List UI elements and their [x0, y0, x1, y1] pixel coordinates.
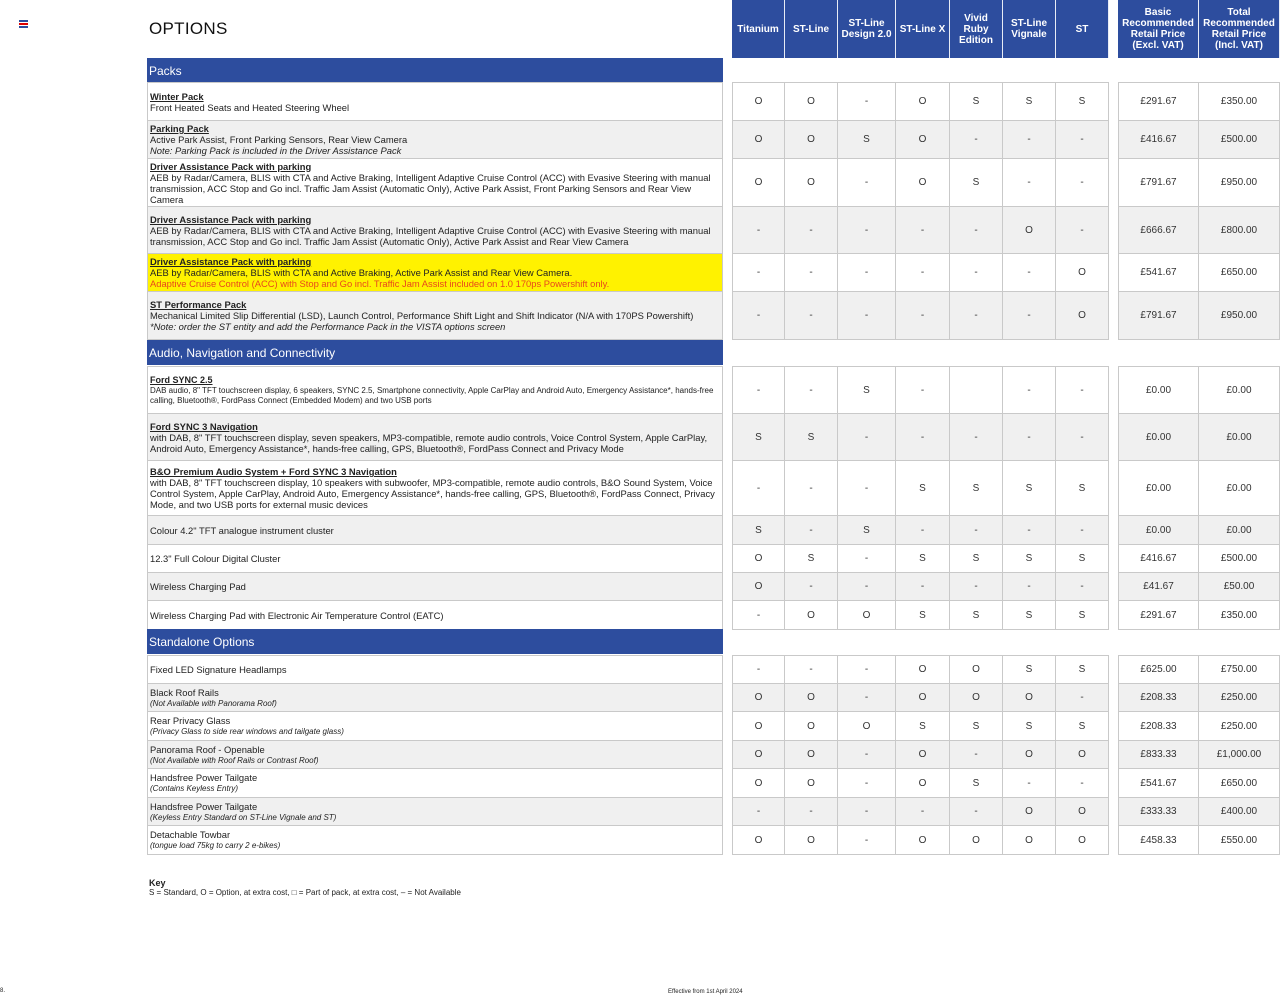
availability-cell: O — [896, 82, 950, 121]
availability-cell: S — [950, 159, 1003, 207]
option-row — [147, 366, 723, 414]
availability-cell: O — [732, 121, 785, 159]
availability-cell: S — [1056, 712, 1109, 741]
availability-cell: - — [785, 573, 838, 601]
availability-cell: O — [785, 712, 838, 741]
availability-cell: O — [1003, 798, 1056, 826]
column-header: Titanium — [732, 0, 785, 58]
option-row — [147, 741, 723, 769]
availability-cell: S — [1003, 82, 1056, 121]
availability-cell: - — [785, 207, 838, 254]
availability-cell: O — [896, 769, 950, 798]
option-description: with DAB, 8" TFT touchscreen display, seven speakers, MP3-compatible, remote audio controls, Voice Control System, Apple CarPlay, Android Auto, Emergency Assistance*, hands-free calling, GPS, Bluetooth®, FordPass Connect and Privacy Mode — [150, 431, 708, 454]
price-cell: £500.00 — [1199, 545, 1280, 573]
availability-cell: - — [1003, 414, 1056, 461]
option-warning: Adaptive Cruise Control (ACC) with Stop and Go incl. Traffic Jam Assist included on 1.0 170ps Powershift only. — [150, 278, 610, 289]
availability-cell: S — [1003, 655, 1056, 684]
price-cell: £50.00 — [1199, 573, 1280, 601]
price-cell: £950.00 — [1199, 159, 1280, 207]
availability-cell: O — [785, 82, 838, 121]
availability-cell: - — [896, 798, 950, 826]
availability-cell: S — [1056, 82, 1109, 121]
option-title: Wireless Charging Pad with Electronic Air Temperature Control (EATC) — [150, 609, 444, 621]
availability-cell: - — [950, 798, 1003, 826]
availability-cell: S — [1003, 712, 1056, 741]
option-title: Winter Pack — [150, 90, 204, 102]
availability-cell: S — [1056, 655, 1109, 684]
availability-cell: S — [838, 366, 896, 414]
availability-cell: - — [838, 655, 896, 684]
option-note: (tongue load 75kg to carry 2 e-bikes) — [150, 841, 281, 850]
availability-cell: - — [838, 207, 896, 254]
option-note: (Not Available with Roof Rails or Contrast Roof) — [150, 755, 319, 765]
option-description: Mechanical Limited Slip Differential (LSD), Launch Control, Performance Shift Light and Shift Indicator (N/A with 170PS Powershift) — [150, 310, 694, 321]
price-cell: £650.00 — [1199, 769, 1280, 798]
price-cell: £333.33 — [1118, 798, 1199, 826]
availability-cell: O — [1056, 798, 1109, 826]
option-title: Handsfree Power Tailgate — [150, 800, 258, 812]
option-row — [147, 573, 723, 601]
price-cell: £750.00 — [1199, 655, 1280, 684]
option-description: with DAB, 8" TFT touchscreen display, 10 speakers with subwoofer, MP3-compatible, remote audio controls, B&O Sound System, Voice Control System, Apple CarPlay, Android Auto, Emergency Assistance*, hands-free calling, GPS, Bluetooth®, FordPass Connect, Privacy Mode, and two USB ports for external music devices — [150, 477, 715, 510]
availability-cell: - — [838, 741, 896, 769]
option-title: ST Performance Pack — [150, 299, 247, 310]
availability-cell: O — [1056, 254, 1109, 292]
availability-cell: - — [838, 573, 896, 601]
option-row — [147, 798, 723, 826]
availability-cell: - — [950, 292, 1003, 340]
availability-cell — [950, 366, 1003, 414]
availability-cell: S — [838, 516, 896, 545]
availability-cell: - — [785, 798, 838, 826]
price-cell: £250.00 — [1199, 684, 1280, 712]
availability-cell: - — [1003, 159, 1056, 207]
price-cell: £291.67 — [1118, 82, 1199, 121]
column-header: Basic Recommended Retail Price (Excl. VAT) — [1118, 0, 1199, 58]
option-title: Colour 4.2" TFT analogue instrument cluster — [150, 524, 334, 536]
availability-cell: - — [838, 159, 896, 207]
availability-cell: S — [785, 545, 838, 573]
option-row — [147, 82, 723, 121]
price-cell: £208.33 — [1118, 712, 1199, 741]
column-header: ST-Line Design 2.0 — [838, 0, 896, 58]
availability-cell: - — [1003, 769, 1056, 798]
availability-cell: O — [838, 712, 896, 741]
price-cell: £400.00 — [1199, 798, 1280, 826]
availability-cell: - — [1056, 573, 1109, 601]
availability-cell: - — [1056, 684, 1109, 712]
availability-cell: - — [896, 573, 950, 601]
availability-cell: - — [1003, 292, 1056, 340]
availability-cell: O — [785, 826, 838, 855]
availability-cell: - — [896, 207, 950, 254]
availability-cell: - — [732, 655, 785, 684]
availability-cell: S — [896, 712, 950, 741]
availability-cell: O — [896, 741, 950, 769]
ford-logo-icon — [19, 20, 28, 28]
option-note: Note: Parking Pack is included in the Driver Assistance Pack — [150, 145, 402, 156]
availability-cell: - — [732, 254, 785, 292]
option-row — [147, 601, 723, 630]
section-header: Audio, Navigation and Connectivity — [147, 340, 723, 365]
option-title: Fixed LED Signature Headlamps — [150, 664, 287, 675]
price-cell: £458.33 — [1118, 826, 1199, 855]
availability-cell: S — [1003, 461, 1056, 516]
price-cell: £416.67 — [1118, 121, 1199, 159]
availability-cell: - — [950, 254, 1003, 292]
availability-cell: - — [896, 414, 950, 461]
availability-cell: - — [1056, 207, 1109, 254]
column-header: Vivid Ruby Edition — [950, 0, 1003, 58]
availability-cell: - — [950, 207, 1003, 254]
availability-cell: O — [896, 655, 950, 684]
availability-cell: O — [785, 159, 838, 207]
option-note: (Keyless Entry Standard on ST-Line Vignale and ST) — [150, 812, 337, 822]
availability-cell: O — [1003, 741, 1056, 769]
option-row — [147, 516, 723, 545]
option-row — [147, 826, 723, 855]
availability-cell: O — [785, 769, 838, 798]
option-row — [147, 159, 723, 207]
availability-cell: S — [950, 82, 1003, 121]
availability-cell: - — [1003, 121, 1056, 159]
price-cell: £833.33 — [1118, 741, 1199, 769]
option-row — [147, 207, 723, 254]
availability-cell: O — [950, 655, 1003, 684]
availability-cell: S — [950, 769, 1003, 798]
availability-cell: - — [950, 121, 1003, 159]
price-cell: £350.00 — [1199, 82, 1280, 121]
price-cell: £416.67 — [1118, 545, 1199, 573]
availability-cell: S — [838, 121, 896, 159]
option-title: Driver Assistance Pack with parking — [150, 213, 312, 225]
price-cell: £0.00 — [1118, 516, 1199, 545]
availability-cell: S — [1003, 601, 1056, 630]
availability-cell: O — [896, 684, 950, 712]
price-cell: £650.00 — [1199, 254, 1280, 292]
option-row — [147, 292, 723, 340]
availability-cell: - — [950, 741, 1003, 769]
availability-cell: O — [732, 159, 785, 207]
option-row — [147, 121, 723, 159]
availability-cell: - — [732, 461, 785, 516]
price-cell: £500.00 — [1199, 121, 1280, 159]
option-title: Black Roof Rails — [150, 686, 219, 698]
availability-cell: - — [732, 292, 785, 340]
availability-cell: O — [732, 573, 785, 601]
availability-cell: - — [838, 414, 896, 461]
column-header: ST-Line — [785, 0, 838, 58]
availability-cell: - — [950, 573, 1003, 601]
option-row — [147, 655, 723, 684]
availability-cell: - — [1003, 366, 1056, 414]
availability-cell: S — [785, 414, 838, 461]
price-cell: £800.00 — [1199, 207, 1280, 254]
option-title: Parking Pack — [150, 123, 209, 134]
availability-cell: - — [838, 545, 896, 573]
availability-cell: O — [1056, 292, 1109, 340]
availability-cell: O — [838, 601, 896, 630]
availability-cell: - — [838, 798, 896, 826]
option-note: (Not Available with Panorama Roof) — [150, 698, 277, 708]
availability-cell: S — [896, 461, 950, 516]
option-note: (Contains Keyless Entry) — [150, 784, 239, 793]
option-note: *Note: order the ST entity and add the Performance Pack in the VISTA options screen — [150, 321, 506, 332]
availability-cell: O — [732, 82, 785, 121]
availability-cell: - — [896, 292, 950, 340]
price-cell: £0.00 — [1118, 366, 1199, 414]
option-title: Ford SYNC 2.5 — [150, 374, 213, 385]
section-header: Packs — [147, 58, 723, 83]
availability-cell: O — [896, 159, 950, 207]
availability-cell: - — [838, 254, 896, 292]
option-title: Driver Assistance Pack with parking — [150, 160, 312, 172]
option-description: DAB audio, 8" TFT touchscreen display, 6 speakers, SYNC 2.5, Smartphone connectivity, Apple CarPlay and Android Auto, Emergency Assistance*, hands-free calling, Bluetooth®, FordPass Connect (Embedded Modem) and two USB ports — [150, 385, 714, 405]
availability-cell: O — [950, 826, 1003, 855]
availability-cell: S — [1056, 461, 1109, 516]
availability-cell: - — [1056, 366, 1109, 414]
page-title: OPTIONS — [149, 19, 228, 38]
availability-cell: O — [785, 684, 838, 712]
availability-cell: O — [1003, 207, 1056, 254]
option-row — [147, 254, 723, 292]
availability-cell: - — [838, 461, 896, 516]
availability-cell: - — [1056, 414, 1109, 461]
availability-cell: - — [838, 684, 896, 712]
column-header: ST-Line X — [896, 0, 950, 58]
price-cell: £250.00 — [1199, 712, 1280, 741]
availability-cell: S — [950, 601, 1003, 630]
availability-cell: S — [950, 712, 1003, 741]
availability-cell: S — [950, 461, 1003, 516]
price-cell: £0.00 — [1199, 414, 1280, 461]
price-cell: £791.67 — [1118, 292, 1199, 340]
option-row — [147, 461, 723, 516]
availability-cell: - — [1003, 254, 1056, 292]
availability-cell: - — [896, 516, 950, 545]
price-cell: £0.00 — [1118, 414, 1199, 461]
availability-cell: O — [896, 121, 950, 159]
price-cell: £541.67 — [1118, 254, 1199, 292]
price-cell: £950.00 — [1199, 292, 1280, 340]
price-cell: £791.67 — [1118, 159, 1199, 207]
availability-cell: - — [838, 769, 896, 798]
availability-cell: O — [732, 769, 785, 798]
availability-cell: - — [785, 655, 838, 684]
price-cell: £0.00 — [1199, 366, 1280, 414]
price-cell: £1,000.00 — [1199, 741, 1280, 769]
key-legend: S = Standard, O = Option, at extra cost, □ = Part of pack, at extra cost, – = Not Available — [149, 888, 461, 897]
availability-cell: O — [896, 826, 950, 855]
availability-cell: - — [1056, 516, 1109, 545]
option-title: Rear Privacy Glass — [150, 715, 231, 726]
option-description: AEB by Radar/Camera, BLIS with CTA and Active Braking, Intelligent Adaptive Cruise Control (ACC) with Evasive Steering with manual transmission, ACC Stop and Go incl. Traffic Jam Assist (Automatic Only), Active Park Assist and Rear View Camera — [150, 224, 711, 247]
availability-cell: S — [732, 516, 785, 545]
section-header: Standalone Options — [147, 629, 723, 654]
price-cell: £550.00 — [1199, 826, 1280, 855]
availability-cell: S — [1003, 545, 1056, 573]
option-title: Handsfree Power Tailgate — [150, 772, 258, 783]
option-row — [147, 712, 723, 741]
option-row — [147, 545, 723, 573]
price-cell: £625.00 — [1118, 655, 1199, 684]
availability-cell: - — [785, 254, 838, 292]
availability-cell: - — [1056, 159, 1109, 207]
availability-cell: - — [838, 826, 896, 855]
availability-cell: - — [785, 366, 838, 414]
option-description: AEB by Radar/Camera, BLIS with CTA and Active Braking, Active Park Assist and Rear View Camera. — [150, 267, 573, 278]
availability-cell: - — [1003, 516, 1056, 545]
availability-cell: S — [950, 545, 1003, 573]
availability-cell: S — [1056, 545, 1109, 573]
price-cell: £41.67 — [1118, 573, 1199, 601]
availability-cell: O — [1003, 684, 1056, 712]
option-title: 12.3" Full Colour Digital Cluster — [150, 553, 281, 564]
option-title: Detachable Towbar — [150, 829, 231, 840]
price-cell: £541.67 — [1118, 769, 1199, 798]
availability-cell: S — [732, 414, 785, 461]
availability-cell: O — [1056, 741, 1109, 769]
availability-cell: O — [732, 545, 785, 573]
availability-cell: - — [785, 461, 838, 516]
option-title: Driver Assistance Pack with parking — [150, 256, 312, 267]
availability-cell: - — [950, 414, 1003, 461]
price-cell: £291.67 — [1118, 601, 1199, 630]
option-title: Ford SYNC 3 Navigation — [150, 420, 258, 432]
option-title: Panorama Roof - Openable — [150, 743, 265, 755]
availability-cell: - — [732, 366, 785, 414]
availability-cell: S — [1056, 601, 1109, 630]
price-cell: £0.00 — [1199, 461, 1280, 516]
option-title: B&O Premium Audio System + Ford SYNC 3 Navigation — [150, 466, 397, 477]
column-header: Total Recommended Retail Price (Incl. VAT) — [1199, 0, 1280, 58]
availability-cell: S — [896, 601, 950, 630]
availability-cell: - — [838, 292, 896, 340]
availability-cell: O — [732, 712, 785, 741]
price-cell: £0.00 — [1118, 461, 1199, 516]
availability-cell: O — [785, 121, 838, 159]
availability-cell: O — [950, 684, 1003, 712]
option-description: Front Heated Seats and Heated Steering Wheel — [150, 101, 350, 113]
price-cell: £0.00 — [1199, 516, 1280, 545]
option-description: AEB by Radar/Camera, BLIS with CTA and Active Braking, Intelligent Adaptive Cruise Control (ACC) with Evasive Steering with manual transmission, ACC Stop and Go incl. Traffic Jam Assist (Automatic Only), Active Park Assist, Front Parking Sensors and Rear View Camera — [150, 171, 711, 205]
availability-cell: O — [732, 826, 785, 855]
option-row — [147, 769, 723, 798]
availability-cell: - — [838, 82, 896, 121]
option-row — [147, 414, 723, 461]
availability-cell: - — [1056, 769, 1109, 798]
option-note: (Privacy Glass to side rear windows and tailgate glass) — [150, 727, 344, 736]
availability-cell: - — [1003, 573, 1056, 601]
column-header: ST-Line Vignale — [1003, 0, 1056, 58]
availability-cell: - — [732, 207, 785, 254]
price-cell: £208.33 — [1118, 684, 1199, 712]
availability-cell: O — [1003, 826, 1056, 855]
availability-cell: - — [1056, 121, 1109, 159]
availability-cell: O — [732, 741, 785, 769]
option-title: Wireless Charging Pad — [150, 581, 246, 592]
effective-date: Effective from 1st April 2024 — [668, 989, 743, 995]
price-cell: £666.67 — [1118, 207, 1199, 254]
key-title: Key — [149, 878, 166, 888]
availability-cell: - — [732, 601, 785, 630]
availability-cell: O — [1056, 826, 1109, 855]
option-row — [147, 684, 723, 712]
column-header: ST — [1056, 0, 1109, 58]
availability-cell: - — [896, 366, 950, 414]
availability-cell: - — [785, 292, 838, 340]
availability-cell: O — [785, 601, 838, 630]
page-number: 8. — [0, 988, 6, 994]
option-description: Active Park Assist, Front Parking Sensors, Rear View Camera — [150, 134, 408, 145]
price-cell: £350.00 — [1199, 601, 1280, 630]
availability-cell: - — [785, 516, 838, 545]
availability-cell: - — [732, 798, 785, 826]
availability-cell: - — [950, 516, 1003, 545]
availability-cell: O — [785, 741, 838, 769]
availability-cell: O — [732, 684, 785, 712]
availability-cell: S — [896, 545, 950, 573]
availability-cell: - — [896, 254, 950, 292]
